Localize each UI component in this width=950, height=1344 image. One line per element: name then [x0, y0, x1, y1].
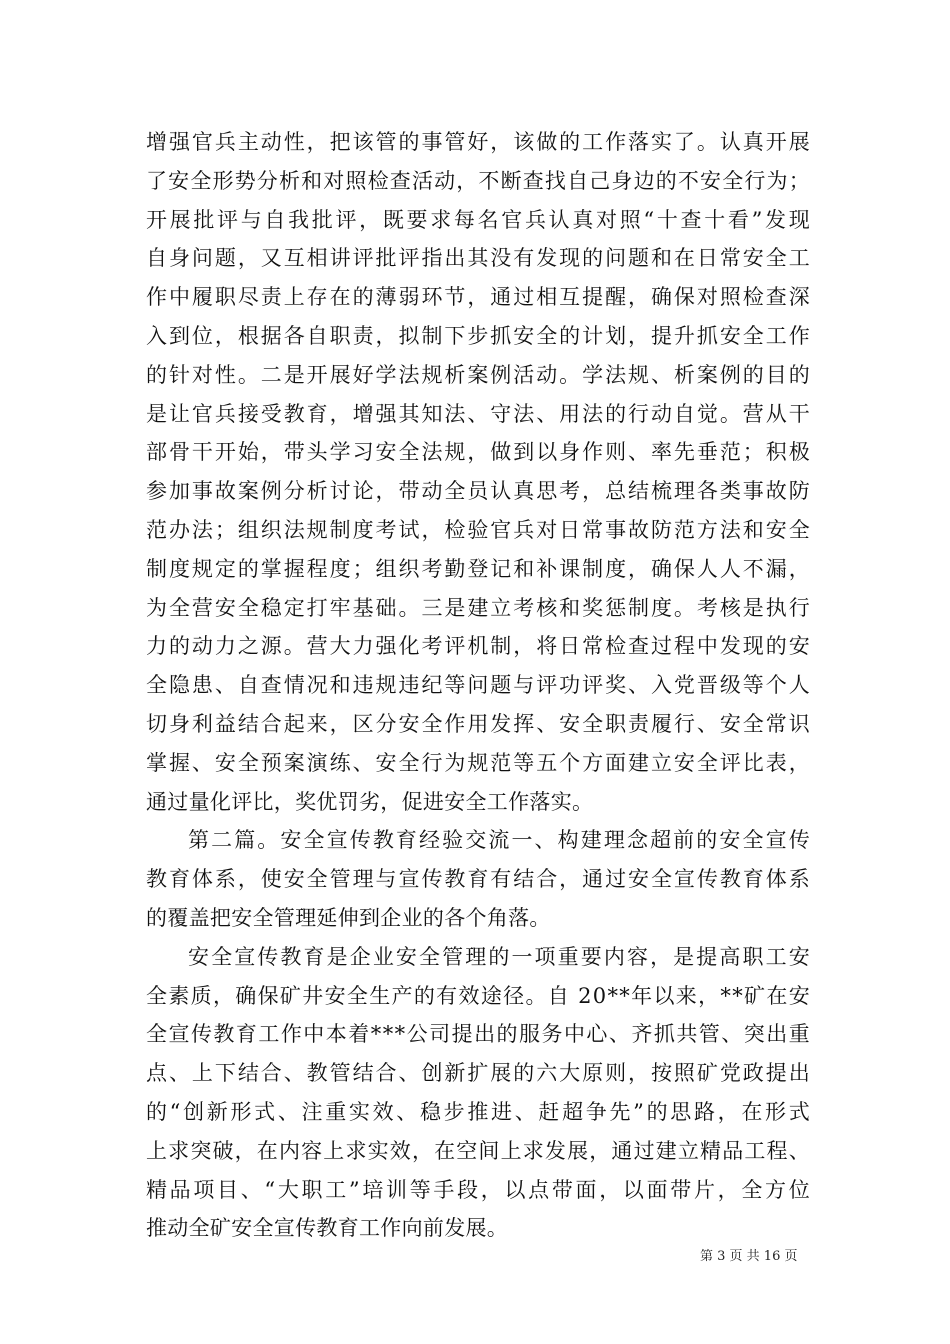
text-line: 力的动力之源。营大力强化考评机制，将日常检查过程中发现的安 — [146, 634, 812, 659]
text-line: 全宣传教育工作中本着***公司提出的服务中心、齐抓共管、突出重 — [146, 1022, 812, 1047]
text-line: 增强官兵主动性，把该管的事管好，该做的工作落实了。认真开展 — [146, 130, 812, 154]
text-line: 是让官兵接受教育，增强其知法、守法、用法的行动自觉。营从干 — [146, 401, 812, 426]
page-number-footer: 第 3 页 共 16 页 — [700, 1249, 798, 1264]
text-line: 入到位，根据各自职责，拟制下步抓安全的计划，提升抓安全工作 — [146, 323, 812, 348]
text-line: 第二篇。安全宣传教育经验交流一、构建理念超前的安全宣传 — [188, 828, 812, 853]
text-line: 部骨干开始，带头学习安全法规，做到以身作则、率先垂范；积极 — [146, 440, 812, 465]
text-line: 通过量化评比，奖优罚劣，促进安全工作落实。 — [146, 789, 594, 814]
text-line: 精品项目、“大职工”培训等手段，以点带面，以面带片，全方位 — [146, 1177, 813, 1202]
text-line: 上求突破，在内容上求实效，在空间上求发展，通过建立精品工程、 — [146, 1138, 811, 1163]
text-line: 的覆盖把安全管理延伸到企业的各个角落。 — [146, 905, 551, 930]
text-line: 参加事故案例分析讨论，带动全员认真思考，总结梳理各类事故防 — [146, 479, 812, 504]
text-line: 的针对性。二是开展好学法规析案例活动。学法规、析案例的目的 — [146, 362, 812, 387]
text-line: 推动全矿安全宣传教育工作向前发展。 — [146, 1216, 509, 1241]
text-line: 的“创新形式、注重实效、稳步推进、赶超争先”的思路，在形式 — [146, 1099, 813, 1124]
text-line: 范办法；组织法规制度考试，检验官兵对日常事故防范方法和安全 — [146, 517, 812, 542]
text-line: 制度规定的掌握程度；组织考勤登记和补课制度，确保人人不漏， — [146, 556, 812, 581]
text-line: 安全宣传教育是企业安全管理的一项重要内容，是提高职工安 — [188, 944, 812, 969]
text-line: 自身问题，又互相讲评批评指出其没有发现的问题和在日常安全工 — [146, 246, 812, 271]
text-line: 为全营安全稳定打牢基础。三是建立考核和奖惩制度。考核是执行 — [146, 595, 812, 620]
text-line: 全隐患、自查情况和违规违纪等问题与评功评奖、入党晋级等个人 — [146, 673, 812, 698]
text-line: 作中履职尽责上存在的薄弱环节，通过相互提醒，确保对照检查深 — [146, 285, 812, 310]
document-body — [146, 123, 813, 1248]
text-line: 掌握、安全预案演练、安全行为规范等五个方面建立安全评比表， — [146, 750, 812, 775]
text-line: 教育体系，使安全管理与宣传教育有结合，通过安全宣传教育体系 — [146, 867, 812, 892]
text-line: 切身利益结合起来，区分安全作用发挥、安全职责履行、安全常识 — [146, 711, 812, 736]
text-line: 了安全形势分析和对照检查活动，不断查找自己身边的不安全行为； — [146, 168, 811, 193]
text-line: 全素质，确保矿井安全生产的有效途径。自 20**年以来，**矿在安 — [146, 983, 812, 1008]
text-line: 开展批评与自我批评，既要求每名官兵认真对照“十查十看”发现 — [146, 207, 813, 232]
text-line: 点、上下结合、教管结合、创新扩展的六大原则，按照矿党政提出 — [146, 1061, 812, 1086]
